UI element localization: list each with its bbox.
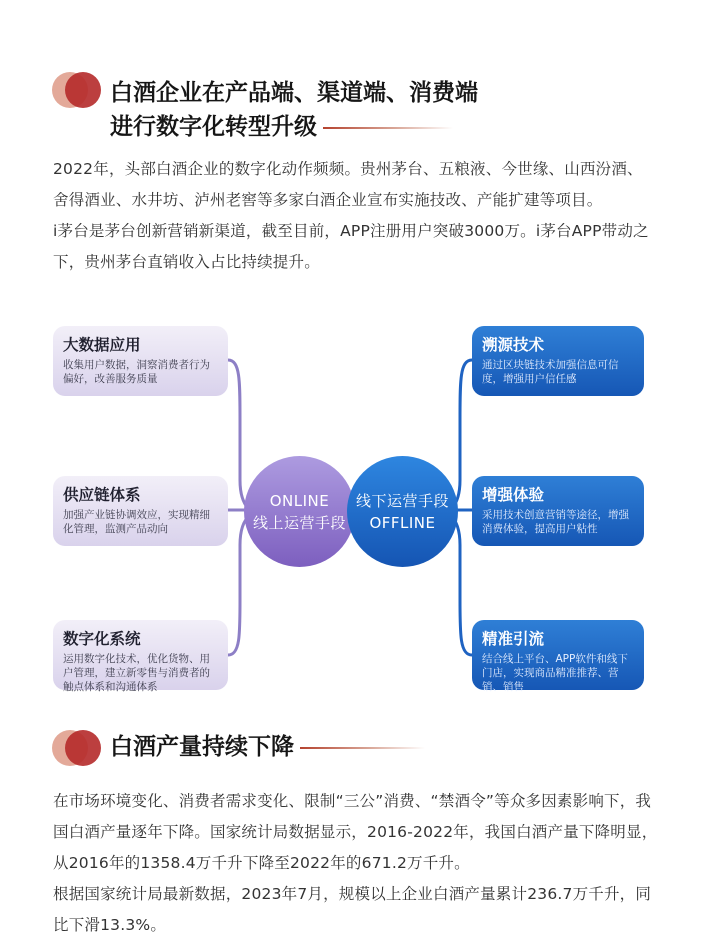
- connector-trace: [450, 360, 472, 510]
- card-title: 数字化系统: [63, 630, 141, 648]
- card-big-data: [53, 326, 228, 396]
- section2-title: 白酒产量持续下降: [110, 734, 294, 760]
- offline-en: OFFLINE: [369, 513, 436, 532]
- production-text: [53, 786, 658, 941]
- card-digital-system: [53, 620, 228, 693]
- card-desc: 通过区块链技术加强信息可信度，增强用户信任感: [482, 359, 619, 385]
- section-title-line1: 白酒企业在产品端、渠道端、消费端: [110, 80, 478, 106]
- card-title: 增强体验: [482, 486, 545, 504]
- card-title: 大数据应用: [63, 336, 141, 354]
- online-bubble: [244, 456, 355, 567]
- paragraph-production-decline: 在市场环境变化、消费者需求变化、限制“三公”消费、“禁酒令”等众多因素影响下，我国白酒产量逐年下降。国家统计局数据显示，2016-2022年，我国白酒产量下降明显，从2016年的1358.4万千升下降至2022年的671.2万千升。: [53, 792, 658, 872]
- paragraph-imoutai: i茅台是茅台创新营销新渠道，截至目前，APP注册用户突破3000万。i茅台APP带动之下，贵州茅台直销收入占比持续提升。: [53, 222, 649, 271]
- card-desc: 收集用户数据，洞察消费者行为偏好，改善服务质量: [63, 359, 210, 385]
- paragraph-latest-data: 根据国家统计局最新数据，2023年7月，规模以上企业白酒产量累计236.7万千升，同比下滑13.3%。: [53, 885, 652, 934]
- offline-bubble: [347, 456, 458, 567]
- section2-title-row: [110, 730, 425, 764]
- card-traceability: [472, 326, 644, 396]
- card-title: 溯源技术: [482, 336, 545, 354]
- connector-traffic: [450, 515, 472, 655]
- online-en: ONLINE: [269, 491, 330, 510]
- card-desc: 加强产业链协调效应，实现精细化管理，监测产品动向: [63, 509, 210, 535]
- card-desc: 运用数字化技术，优化货物、用户管理，建立新零售与消费者的触点体系和沟通体系: [63, 653, 210, 693]
- connector-bigdata: [228, 360, 250, 510]
- title-divider: [300, 747, 425, 749]
- connector-digital-system: [228, 515, 250, 655]
- card-supply-chain: [53, 476, 228, 546]
- card-title: 精准引流: [482, 630, 545, 648]
- card-desc: 采用技术创意营销等途径，增强消费体验，提高用户粘性: [482, 509, 629, 535]
- section-heading-production: [52, 730, 652, 770]
- heading-circles-icon: [52, 730, 104, 770]
- card-title: 供应链体系: [63, 486, 141, 504]
- card-desc: 结合线上平台、APP软件和线下门店，实现商品精准推荐、营销、销售: [482, 653, 628, 693]
- offline-cn: 线下运营手段: [355, 491, 449, 510]
- online-cn: 线上运营手段: [252, 513, 346, 532]
- paragraph-digital-actions: 2022年，头部白酒企业的数字化动作频频。贵州茅台、五粮液、今世缘、山西汾酒、舍得酒业、水井坊、泸州老窖等多家白酒企业宣布实施技改、产能扩建等项目。: [53, 160, 643, 209]
- card-experience: [472, 476, 644, 546]
- section-title-line2: 进行数字化转型升级: [110, 114, 317, 140]
- card-precise-traffic: [472, 620, 644, 693]
